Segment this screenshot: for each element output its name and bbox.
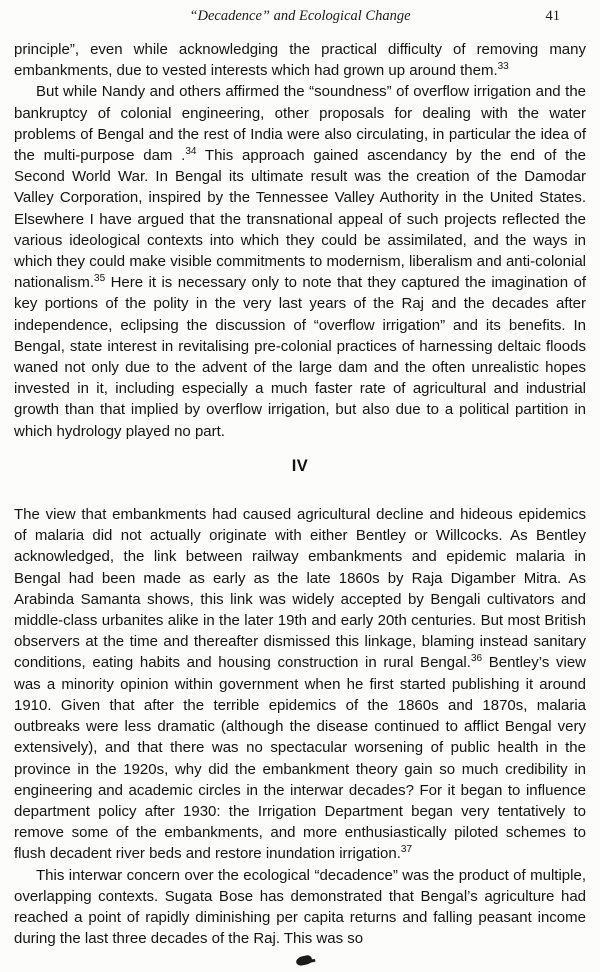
paragraph-interwar-decadence — [14, 865, 586, 950]
paragraph-text: principle”, even while acknowledging the practical difficulty of removing many embankments, due to vested interests which had grown up around them. — [14, 41, 586, 80]
page-number: 41 — [545, 8, 560, 24]
paragraph-text: Bentley’s view was a minority opinion within government when he first started publishing it around 1910. Given that after the terrible epidemics of the 1860s and 1870s, malaria outbreaks were less dramatic (although the disease continued to afflict Bengal very extensively), and that there was no spectacular worsening of public health in the province in the 1920s, why did the embankment theory gain so much credibility in engineering and academic circles in the interwar decades? For it began to influence department policy after 1930: the Irrigation Department began very tentatively to remove some of the embankments, and more enthusiastically piloted schemes to flush decadent river beds and restore inundation irrigation. — [14, 654, 586, 863]
footnote-ref-36: 36 — [470, 653, 483, 665]
footnote-ref-33: 33 — [497, 61, 509, 73]
paragraph-text: This approach gained ascendancy by the end of the Second World War. In Bengal its ultimate result was the creation of the Damodar Valley Corporation, inspired by the Tennessee Valley Authority in the United States. Elsewhere I have argued that the transnational appeal of such projects reflected the various ideological contexts into which they could be assimilated, and the ways in which they could make visible commitments to modernism, liberalism and anti-colonial nationalism. — [14, 147, 586, 292]
paragraph-text: The view that embankments had caused agricultural decline and hideous epidemics of malaria did not actually originate with either Bentley or Willcocks. As Bentley acknowledged, the link between railway embankments and epidemic malaria in Bengal had been made as early as the late 1860s by Raja Digamber Mitra. As Arabinda Samanta shows, this link was widely accepted by Bengali cultivators and middle-class urbanites alike in the later 19th and early 20th centuries. But most British observers at the time and thereafter dismissed this linkage, blaming instead sanitary conditions, eating habits and housing construction in rural Bengal. — [14, 506, 586, 672]
footnote-ref-37: 37 — [400, 844, 413, 856]
scan-ink-smudge-artifact — [295, 954, 313, 966]
paragraph-text: But while Nandy and others affirmed the “soundness” of overflow irrigation and the bankruptcy of colonial engineering, other proposals for dealing with the water problems of Bengal and the rest of India were also circulating, in particular the idea of the multi-purpose dam . — [14, 83, 586, 165]
paragraph-multipurpose-dam — [14, 81, 586, 441]
footnote-ref-34: 34 — [185, 146, 197, 158]
paragraph-continuation — [14, 39, 586, 81]
paragraph-text: Here it is necessary only to note that they captured the imagination of key portions of the polity in the very last years of the Raj and the decades after independence, eclipsing the discussion of “overflow irrigation” and its benefits. In Bengal, state interest in revitalising pre-colonial practices of harnessing deltaic floods waned not only due to the advent of the large dam and the often unrealistic hopes invested in it, including especially a much faster rate of agricultural and industrial growth than that implied by overflow irrigation, but also due to a political partition in which hydrology played no part. — [14, 274, 586, 440]
section-heading-iv: IV — [291, 456, 309, 475]
page-header — [14, 8, 586, 30]
running-header-title: “Decadence” and Ecological Change — [189, 8, 411, 24]
paragraph-text: This interwar concern over the ecological “decadence” was the product of multiple, overlapping contexts. Sugata Bose has demonstrated that Bengal’s agriculture had reached a point of rapidly diminishing per capita returns and falling peasant income during the last three decades of the Raj. This was so — [14, 866, 586, 948]
page-body — [14, 39, 586, 949]
paragraph-embankment-malaria — [14, 504, 586, 864]
footnote-ref-35: 35 — [94, 273, 106, 285]
